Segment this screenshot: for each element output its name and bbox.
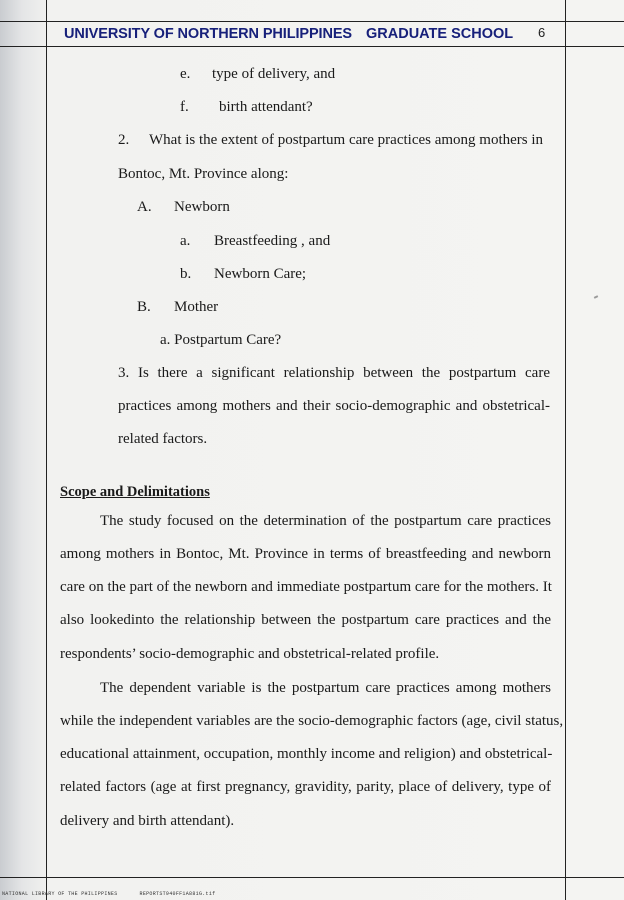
scope-paragraph-1-line-1: The study focused on the determination of the postpartum care practices	[100, 513, 551, 529]
question-2-line-1: What is the extent of postpartum care practices among mothers in	[149, 132, 544, 148]
section-heading-scope: Scope and Delimitations	[60, 484, 210, 500]
left-margin-line	[46, 0, 47, 900]
postpartum-care-item: a. Postpartum Care?	[160, 332, 282, 348]
item-B-text: Mother	[174, 299, 219, 315]
header-rule-bottom	[0, 46, 624, 47]
item-e-text: type of delivery, and	[212, 66, 336, 82]
question-2-line-2: Bontoc, Mt. Province along:	[118, 166, 289, 182]
scope-paragraph-2-line-4: related factors (age at first pregnancy, gravidity, parity, place of delivery, type of	[60, 779, 551, 795]
item-A-text: Newborn	[174, 199, 230, 215]
question-2-number: 2.	[118, 132, 130, 148]
scope-paragraph-1-line-2: among mothers in Bontoc, Mt. Province in terms of breastfeeding and newborn	[60, 546, 551, 562]
question-3-line-3: related factors.	[118, 431, 208, 447]
graduate-school-label: GRADUATE SCHOOL	[366, 26, 514, 42]
scope-paragraph-2-line-2: while the independent variables are the socio-demographic factors (age, civil status,	[60, 713, 564, 729]
scope-paragraph-1-line-4: also lookedinto the relationship between the postpartum care practices and the	[60, 612, 551, 628]
scan-footer-note	[2, 891, 215, 897]
library-label: NATIONAL LIBRARY OF THE PHILIPPINES	[2, 891, 118, 897]
scope-paragraph-2-line-5: delivery and birth attendant).	[60, 813, 235, 829]
item-f-marker: f.	[180, 99, 189, 115]
scope-paragraph-1-line-5: respondents’ socio-demographic and obstetrical-related profile.	[60, 646, 440, 662]
scan-file-code: REPORTST940FF1A881G.tif	[139, 891, 216, 897]
item-b-text: Newborn Care;	[214, 266, 307, 282]
question-3-line-2: practices among mothers and their socio-demographic and obstetrical-	[118, 398, 550, 414]
item-a-marker: a.	[180, 233, 191, 249]
question-3-line-1: 3. Is there a significant relationship between the postpartum care	[118, 365, 550, 381]
bottom-rule	[0, 877, 624, 878]
item-b-marker: b.	[180, 266, 192, 282]
page-number: 6	[538, 25, 546, 40]
item-A-marker: A.	[137, 199, 152, 215]
item-f-text: birth attendant?	[219, 99, 313, 115]
page-header	[48, 22, 562, 46]
scope-paragraph-2-line-1: The dependent variable is the postpartum care practices among mothers	[100, 680, 551, 696]
item-a-text: Breastfeeding , and	[214, 233, 331, 249]
scope-paragraph-2-line-3: educational attainment, occupation, monthly income and religion) and obstetrical-	[60, 746, 553, 762]
university-name: UNIVERSITY OF NORTHERN PHILIPPINES	[64, 26, 352, 42]
scope-paragraph-1-line-3: care on the part of the newborn and immediate postpartum care for the mothers. It	[60, 579, 552, 595]
item-e-marker: e.	[180, 66, 191, 82]
item-B-marker: B.	[137, 299, 151, 315]
right-margin-line	[565, 0, 566, 900]
